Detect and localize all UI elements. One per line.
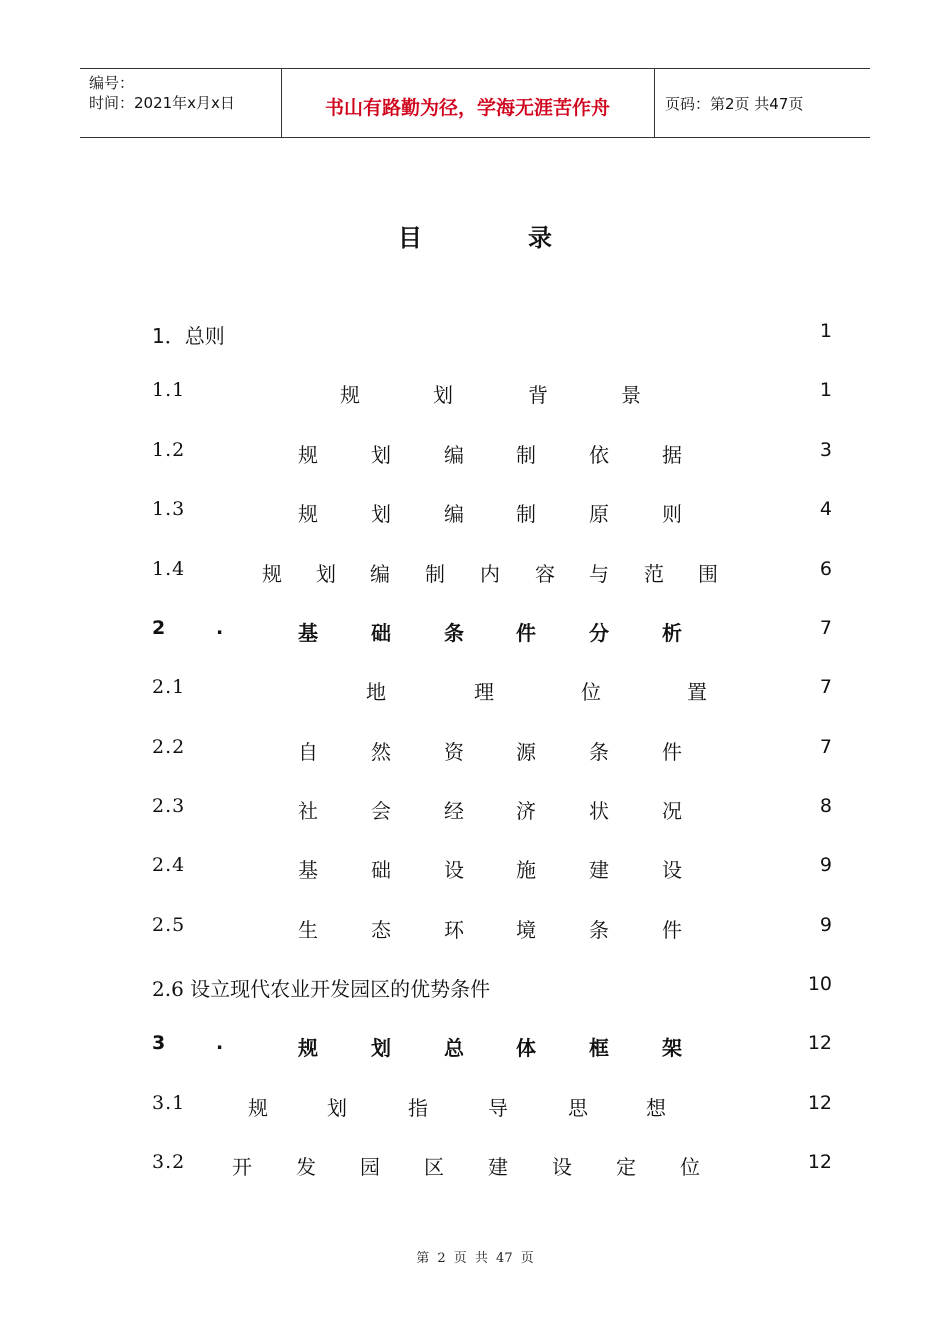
toc-title-char: 规 (340, 383, 360, 407)
toc-title-char: 区 (424, 1155, 444, 1179)
toc-title-char: 况 (662, 799, 682, 823)
toc-title-char: 济 (516, 799, 536, 823)
toc-title-char: 划 (327, 1096, 347, 1120)
toc-title-char: 位 (680, 1155, 700, 1179)
toc-page-number: 12 (807, 1151, 832, 1173)
toc-title-char: 开 (232, 1155, 252, 1179)
toc-title-char: 容 (535, 562, 555, 586)
toc-page-number: 12 (807, 1032, 832, 1054)
toc-title-char: 源 (516, 740, 536, 764)
toc-title-char: 导 (488, 1096, 508, 1120)
toc-title-char: 划 (371, 1036, 391, 1060)
toc-number: 3.1 (152, 1092, 186, 1114)
toc-title-char: 件 (662, 740, 682, 764)
toc-title-char: 划 (316, 562, 336, 586)
toc-number: 3 (152, 1032, 167, 1054)
toc-title-char: 础 (371, 858, 391, 882)
toc-title-char: 设 (552, 1155, 572, 1179)
toc-row[interactable] (150, 734, 832, 764)
toc-title-char: 想 (646, 1096, 666, 1120)
toc-title-char: 资 (444, 740, 464, 764)
toc-title-char: 内 (480, 562, 500, 586)
toc-number: 2.4 (152, 854, 186, 876)
toc-title-char: 划 (371, 443, 391, 467)
toc-title-char: 背 (528, 383, 548, 407)
toc-number: 2.3 (152, 795, 186, 817)
toc-title-char: 框 (589, 1036, 609, 1060)
toc-page-number: 3 (819, 439, 832, 461)
toc-number: 1.1 (152, 379, 186, 401)
header-number-label: 编号： (89, 74, 135, 92)
toc-row[interactable] (150, 615, 832, 645)
toc-title-char: 基 (298, 621, 318, 645)
toc-title-char: 规 (298, 443, 318, 467)
toc-title-char: 施 (516, 858, 536, 882)
toc-title-char: 园 (360, 1155, 380, 1179)
toc-title-char: 环 (444, 918, 464, 942)
document-header (80, 68, 870, 138)
toc-number: 2.5 (152, 914, 186, 936)
toc-title-char: 思 (568, 1096, 588, 1120)
toc-number: 2.2 (152, 736, 186, 758)
page-footer: 第 2 页 共 47 页 (416, 1251, 534, 1266)
toc-title-char: 基 (298, 858, 318, 882)
toc-row[interactable] (150, 793, 832, 823)
toc-page-number: 7 (819, 676, 832, 698)
toc-title-char: 建 (589, 858, 609, 882)
toc-title-char: 态 (371, 918, 391, 942)
header-time-label: 时间：2021年x月x日 (89, 94, 235, 112)
toc-number: 2 (152, 617, 167, 639)
toc-title-char: 编 (444, 443, 464, 467)
header-meta (89, 73, 235, 113)
toc-title-char: 制 (516, 443, 536, 467)
toc-page-number: 10 (807, 973, 832, 995)
toc-title-char: 件 (516, 621, 536, 645)
toc-title-char: 原 (589, 502, 609, 526)
toc-separator: . (216, 617, 224, 639)
header-divider (654, 69, 655, 137)
toc-title-char: 指 (408, 1096, 428, 1120)
toc-title-char: 景 (621, 383, 641, 407)
toc-title-char: 理 (474, 680, 494, 704)
toc-row[interactable] (150, 971, 832, 1001)
toc-row[interactable] (150, 437, 832, 467)
toc-row[interactable] (150, 912, 832, 942)
toc-title-char: 定 (616, 1155, 636, 1179)
toc-title-char: 规 (298, 502, 318, 526)
toc-title-char: 规 (262, 562, 282, 586)
page-title (0, 218, 950, 254)
toc-number: 1.4 (152, 558, 186, 580)
toc-title-char: 自 (298, 740, 318, 764)
toc-title-char: 境 (516, 918, 536, 942)
toc-title-char: 制 (516, 502, 536, 526)
toc-title-char: 生 (298, 918, 318, 942)
toc-row[interactable] (150, 1149, 832, 1179)
toc-title-char: 会 (371, 799, 391, 823)
toc-number: 2.6 设立现代农业开发园区的优势条件 (152, 977, 491, 1001)
toc-title-char: 规 (298, 1036, 318, 1060)
toc-title-char: 划 (371, 502, 391, 526)
toc-number: 1．总则 (152, 324, 225, 348)
toc-title-char: 范 (644, 562, 664, 586)
toc-row[interactable] (150, 1030, 832, 1060)
toc-number: 1.2 (152, 439, 186, 461)
header-slogan: 书山有路勤为径，学海无涯苦作舟 (324, 97, 610, 119)
toc-title-char: 条 (589, 740, 609, 764)
toc-title-char: 编 (370, 562, 390, 586)
toc-page-number: 6 (819, 558, 832, 580)
toc-number: 2.1 (152, 676, 186, 698)
toc-title-char: 设 (444, 858, 464, 882)
toc-page-number: 4 (819, 498, 832, 520)
toc-title-char: 状 (589, 799, 609, 823)
toc-title-char: 总 (444, 1036, 464, 1060)
toc-separator: . (216, 1032, 224, 1054)
header-page-label: 页码：第2页 共47页 (665, 95, 804, 113)
toc-title-char: 件 (662, 918, 682, 942)
toc-title-char: 编 (444, 502, 464, 526)
toc-title-char: 依 (589, 443, 609, 467)
toc-row[interactable] (150, 496, 832, 526)
toc-title-char: 条 (589, 918, 609, 942)
toc-number: 3.2 (152, 1151, 186, 1173)
toc-title-char: 条 (444, 621, 464, 645)
toc-title-char: 据 (662, 443, 682, 467)
toc-page-number: 1 (819, 379, 832, 401)
toc-row[interactable] (150, 377, 832, 407)
toc-title-char: 然 (371, 740, 391, 764)
toc-page-number: 1 (819, 320, 832, 342)
toc-row[interactable] (150, 318, 832, 348)
toc-title-char: 划 (433, 383, 453, 407)
title-char: 目 (398, 224, 422, 252)
title-char: 录 (528, 224, 552, 252)
toc-title-char: 体 (516, 1036, 536, 1060)
toc-row[interactable] (150, 1090, 832, 1120)
toc-title-char: 制 (425, 562, 445, 586)
toc-title-char: 分 (589, 621, 609, 645)
toc-title-char: 社 (298, 799, 318, 823)
toc-page-number: 7 (819, 617, 832, 639)
toc-page-number: 7 (819, 736, 832, 758)
toc-title-char: 围 (698, 562, 718, 586)
toc-title-char: 析 (662, 621, 682, 645)
toc-title-char: 设 (662, 858, 682, 882)
toc-title-char: 经 (444, 799, 464, 823)
toc-page-number: 9 (819, 854, 832, 876)
toc-title-char: 置 (687, 680, 707, 704)
toc-row[interactable] (150, 674, 832, 704)
toc-page-number: 8 (819, 795, 832, 817)
toc-title-char: 建 (488, 1155, 508, 1179)
toc-title-char: 地 (366, 680, 386, 704)
toc-page-number: 12 (807, 1092, 832, 1114)
toc-number: 1.3 (152, 498, 186, 520)
toc-title-char: 础 (371, 621, 391, 645)
toc-title-char: 架 (662, 1036, 682, 1060)
toc-title-char: 则 (662, 502, 682, 526)
toc-row[interactable] (150, 556, 832, 586)
toc-page-number: 9 (819, 914, 832, 936)
toc-row[interactable] (150, 852, 832, 882)
toc-title-char: 规 (248, 1096, 268, 1120)
toc-title-char: 位 (581, 680, 601, 704)
toc-title-char: 与 (589, 562, 609, 586)
toc-title-char: 发 (296, 1155, 316, 1179)
